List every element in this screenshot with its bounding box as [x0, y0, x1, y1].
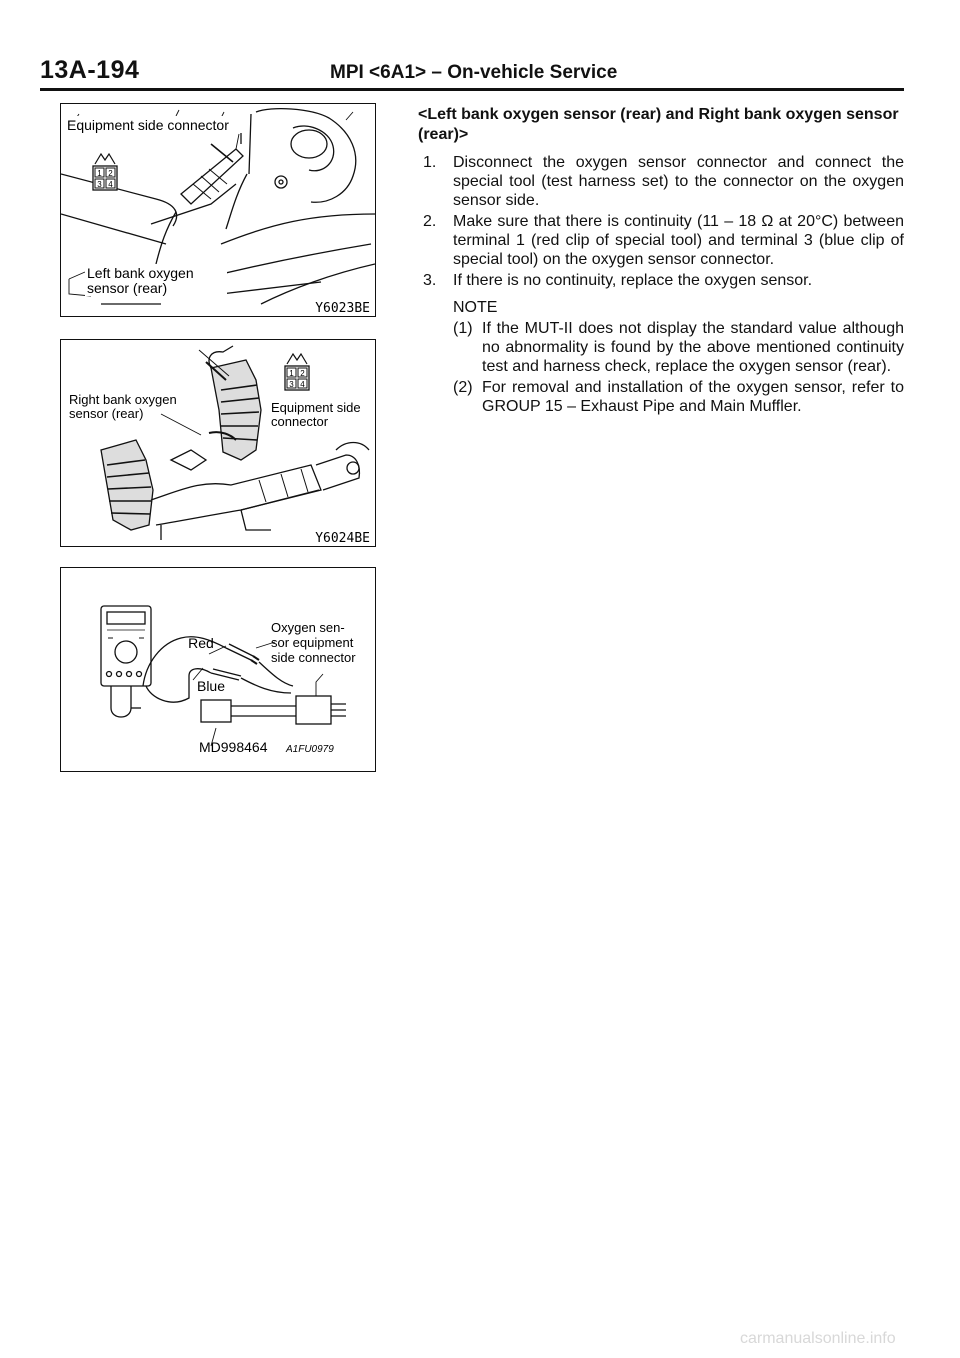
right-bank-sensor-illustration	[61, 340, 375, 546]
note-text: For removal and installation of the oxygen sensor, refer to GROUP 15 – Exhaust Pipe and Main Muffler.	[482, 379, 904, 415]
left-bank-sensor-illustration	[61, 104, 375, 316]
step-number: 3.	[423, 272, 437, 289]
figure-right-bank-sensor	[60, 339, 376, 547]
step-text: Disconnect the oxygen sensor connector and connect the special tool (test harness set) to the connector on the oxygen sensor side.	[453, 154, 904, 209]
oxygen-connector-label-2: sor equipment	[271, 635, 354, 650]
blue-clip-label: Blue	[196, 678, 226, 694]
pin-4: 4	[300, 380, 305, 389]
figure-left-bank-sensor	[60, 103, 376, 317]
oxygen-connector-label-1: Oxygen sen-	[271, 620, 345, 635]
pin-4: 4	[108, 180, 113, 189]
note-item	[400, 319, 904, 376]
note-number: (2)	[453, 379, 473, 396]
right-bank-sensor-label-1: Right bank oxygen	[69, 392, 177, 407]
procedure-text	[400, 105, 904, 418]
red-clip-label: Red	[188, 635, 214, 651]
step-text: If there is no continuity, replace the oxygen sensor.	[453, 272, 813, 289]
left-bank-sensor-label-2: sensor (rear)	[87, 280, 168, 296]
step-item	[400, 271, 904, 290]
figure-code: Y6024BE	[315, 531, 370, 546]
section-heading: <Left bank oxygen sensor (rear) and Right bank oxygen sensor (rear)>	[418, 106, 899, 143]
right-bank-sensor-label-2: sensor (rear)	[69, 406, 144, 421]
note-label: NOTE	[453, 299, 498, 316]
equipment-connector-label-1: Equipment side	[271, 400, 361, 415]
watermark: carmanualsonline.info	[740, 1330, 896, 1347]
tool-number: MD998464	[199, 739, 268, 755]
pin-1: 1	[289, 369, 294, 378]
multimeter-icon	[101, 606, 151, 686]
equipment-connector-label: Equipment side connector	[67, 117, 229, 133]
step-number: 2.	[423, 213, 437, 230]
header-rule	[40, 88, 904, 91]
page-title: MPI <6A1> – On-vehicle Service	[330, 62, 618, 83]
connector-icon	[285, 354, 309, 390]
pin-1: 1	[97, 169, 102, 178]
step-text: Make sure that there is continuity (11 – 18 Ω at 20°C) between terminal 1 (red clip of special tool) and terminal 3 (blue clip of special tool) on the oxygen sensor connector.	[453, 213, 904, 268]
pin-3: 3	[97, 180, 102, 189]
test-harness-illustration	[61, 568, 375, 771]
note-list	[400, 319, 904, 416]
note-number: (1)	[453, 320, 473, 337]
procedure-steps	[400, 153, 904, 290]
pin-2: 2	[300, 369, 305, 378]
step-item	[400, 153, 904, 210]
oxygen-connector-label-3: side connector	[271, 650, 356, 665]
left-bank-sensor-label-1: Left bank oxygen	[87, 265, 194, 281]
page-number: 13A-194	[40, 56, 140, 84]
pin-2: 2	[108, 169, 113, 178]
figure-test-harness	[60, 567, 376, 772]
connector-icon	[93, 154, 117, 190]
figure-code: A1FU0979	[286, 744, 334, 755]
note-item	[400, 378, 904, 416]
note-text: If the MUT-II does not display the standard value although no abnormality is found by the above mentioned continuity test and harness check, replace the oxygen sensor (rear).	[482, 320, 904, 375]
step-number: 1.	[423, 154, 437, 171]
equipment-connector-label-2: connector	[271, 414, 329, 429]
figure-code: Y6023BE	[315, 301, 370, 316]
step-item	[400, 212, 904, 269]
pin-3: 3	[289, 380, 294, 389]
